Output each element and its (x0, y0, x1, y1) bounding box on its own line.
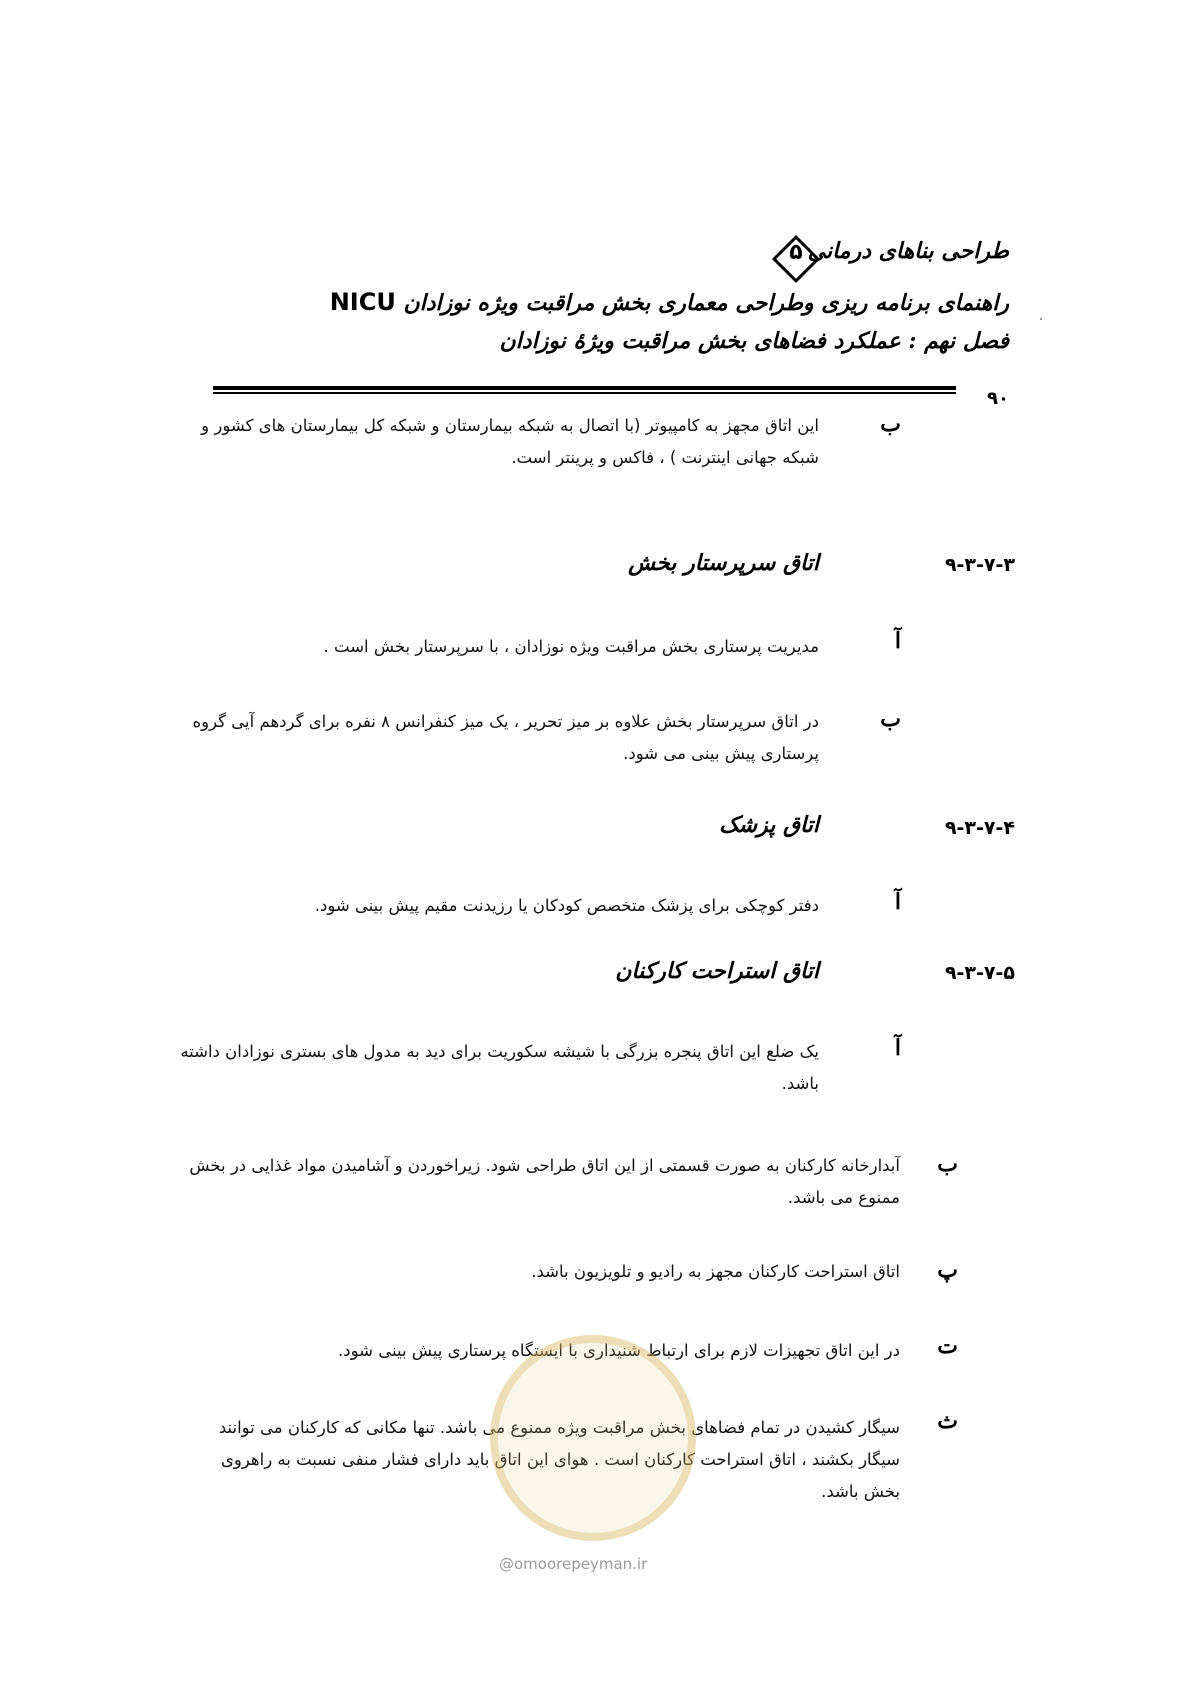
guide-title-abbr: NICU (329, 288, 396, 316)
item-marker: ب (880, 411, 901, 437)
chapter-title: فصل نهم : عملکرد فضاهای بخش مراقبت ویژۀ نوزادان (499, 328, 1009, 354)
item-marker: آ (894, 889, 901, 915)
item-marker: پ (937, 1257, 958, 1283)
paragraph: یک ضلع این اتاق پنجره بزرگی با شیشه سکوریت برای دید به مدول های بستری نوزادان داشته باشد. (180, 1042, 819, 1093)
page-number: ۹۰ (987, 388, 1009, 409)
section-title: اتاق پزشک (718, 812, 819, 838)
paragraph: در اتاق سرپرستار بخش علاوه بر میز تحریر ، یک میز کنفرانس ۸ نفره برای گردهم آیی گروه پرستاری پیش بینی می شود. (192, 712, 819, 763)
section-number: ۹-۳-۷-۳ (944, 554, 1015, 576)
scan-speck (1040, 318, 1042, 320)
item-marker: آ (894, 628, 901, 654)
section-title: اتاق استراحت کارکنان (615, 958, 819, 984)
section-title: اتاق سرپرستار بخش (628, 550, 819, 576)
item-marker: ث (937, 1408, 958, 1434)
paragraph: سیگار کشیدن در تمام فضاهای بخش مراقبت ویژه ممنوع می باشد. تنها مکانی که کارکنان می توانند سیگار بکشند ، اتاق استراحت کارکنان است . هوای این اتاق باید دارای فشار منفی نسبت به راهروی بخش باشد. (218, 1418, 900, 1501)
header-divider-thin (213, 392, 956, 394)
paragraph: دفتر کوچکی برای پزشک متخصص کودکان یا رزیدنت مقیم پیش بینی شود. (314, 896, 819, 915)
item-marker: ب (880, 706, 901, 732)
volume-number: ۵ (789, 240, 803, 265)
guide-title-text: راهنمای برنامه ریزی وطراحی معماری بخش مراقبت ویژه نوزادان (403, 290, 1009, 316)
section-number: ۹-۳-۷-۴ (944, 817, 1015, 839)
paragraph: در این اتاق تجهیزات لازم برای ارتباط شنیداری با ایستگاه پرستاری پیش بینی شود. (338, 1341, 900, 1360)
paragraph: این اتاق مجهز به کامپیوتر (با اتصال به شبکه بیمارستان و شبکه کل بیمارستان های کشور و شبکه جهانی اینترنت ) ، فاکس و پرینتر است. (201, 416, 819, 467)
book-title: طراحی بناهای درمانی (807, 238, 1009, 264)
item-marker: ب (937, 1151, 958, 1177)
item-marker: ت (937, 1333, 958, 1359)
header-divider (213, 386, 956, 390)
watermark-site: @omoorepeyman.ir (499, 1555, 648, 1573)
paragraph: مدیریت پرستاری بخش مراقبت ویژه نوزادان ، با سرپرستار بخش است . (323, 637, 819, 656)
watermark-logo-icon (490, 1335, 696, 1541)
guide-title (330, 288, 1009, 316)
item-marker: آ (894, 1035, 901, 1061)
section-number: ۹-۳-۷-۵ (944, 962, 1015, 984)
paragraph: آبدارخانه کارکنان به صورت قسمتی از این اتاق طراحی شود. زیراخوردن و آشامیدن مواد غذایی در بخش ممنوع می باشد. (189, 1156, 900, 1207)
paragraph: اتاق استراحت کارکنان مجهز به رادیو و تلویزیون باشد. (531, 1262, 900, 1281)
